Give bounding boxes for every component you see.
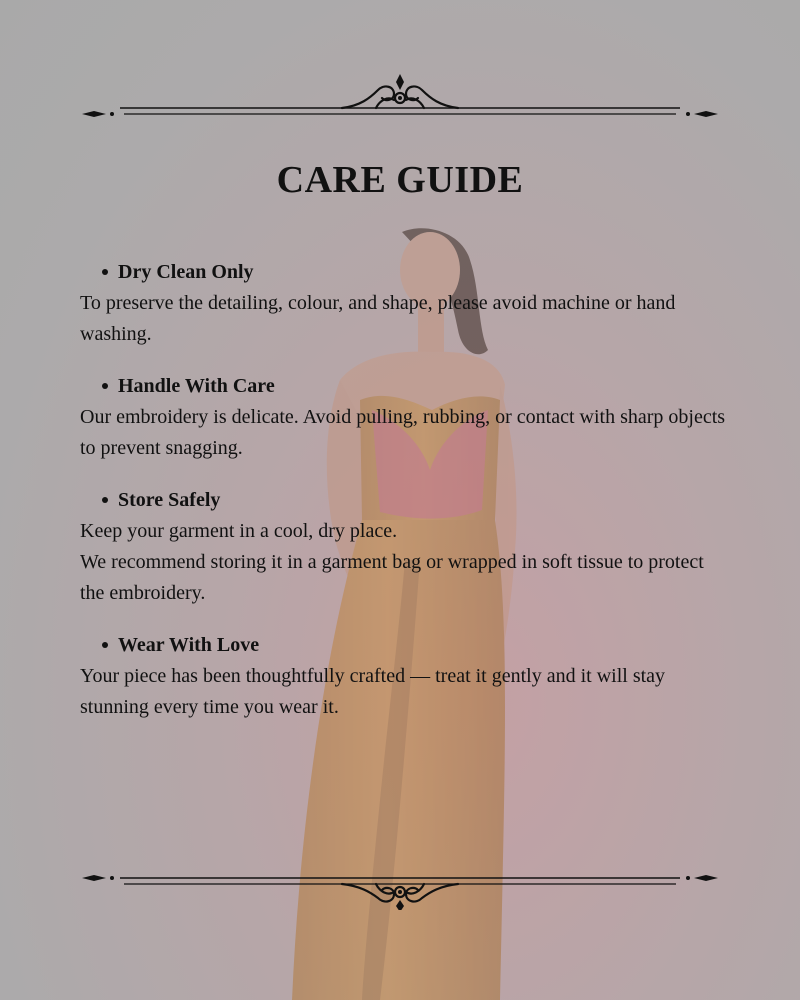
section-heading xyxy=(80,486,730,514)
section-wear-with-love xyxy=(80,631,730,723)
ornamental-divider-bottom-icon xyxy=(80,850,720,910)
bullet-icon xyxy=(102,269,108,275)
bullet-icon xyxy=(102,642,108,648)
bullet-icon xyxy=(102,383,108,389)
section-dry-clean xyxy=(80,258,730,350)
section-body: Our embroidery is delicate. Avoid pulling, rubbing, or contact with sharp objects to prevent snagging. xyxy=(80,406,726,459)
page-title: CARE GUIDE xyxy=(276,159,524,201)
section-body: Your piece has been thoughtfully crafted — treat it gently and it will stay stunning every time you wear it. xyxy=(80,665,666,718)
section-heading-text: Dry Clean Only xyxy=(118,261,254,283)
section-heading xyxy=(80,631,730,659)
care-sections xyxy=(80,258,730,745)
section-heading-text: Wear With Love xyxy=(118,634,260,656)
section-handle-with-care xyxy=(80,372,730,464)
section-heading xyxy=(80,258,730,286)
bullet-icon xyxy=(102,497,108,503)
section-heading xyxy=(80,372,730,400)
section-store-safely xyxy=(80,486,730,609)
ornamental-divider-top-icon xyxy=(80,68,720,128)
section-body: We recommend storing it in a garment bag or wrapped in soft tissue to protect the embroidery. xyxy=(80,551,704,604)
section-body: To preserve the detailing, colour, and shape, please avoid machine or hand washing. xyxy=(80,292,676,345)
section-body: Keep your garment in a cool, dry place. xyxy=(80,520,398,542)
section-heading-text: Store Safely xyxy=(118,489,221,511)
section-heading-text: Handle With Care xyxy=(118,375,275,397)
